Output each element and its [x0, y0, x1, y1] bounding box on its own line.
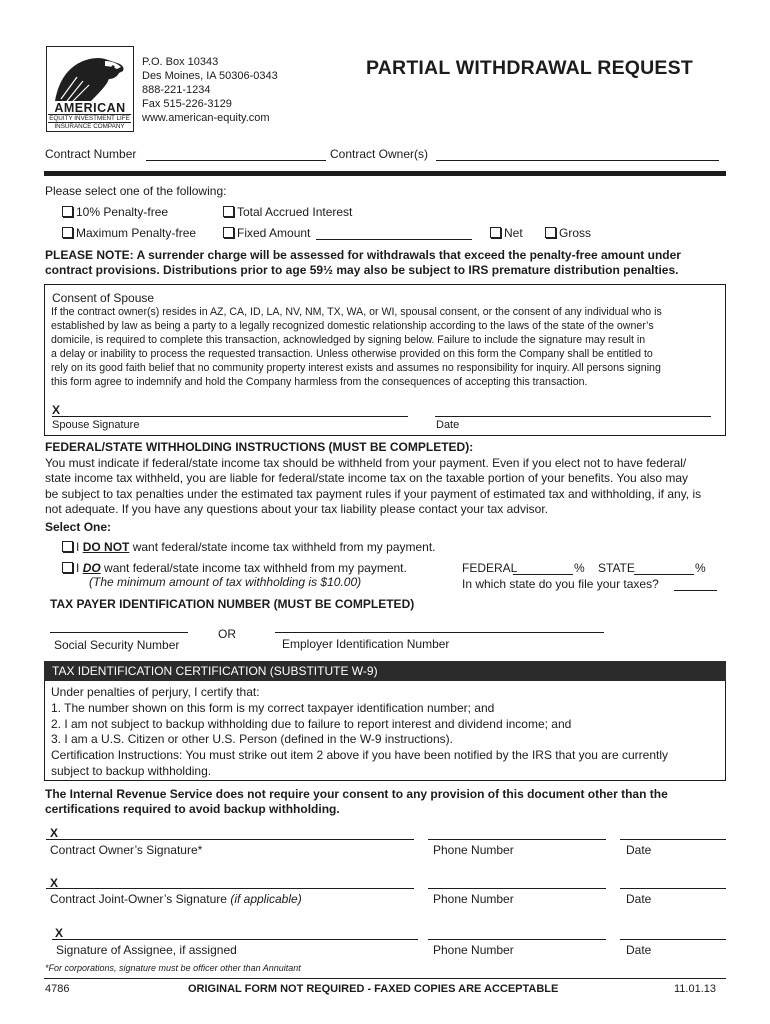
- option-total-accrued[interactable]: Total Accrued Interest: [223, 205, 352, 219]
- ssn-label: Social Security Number: [54, 638, 180, 652]
- cert-text-4: 3. I am a U.S. Citizen or other U.S. Person (defined in the W-9 instructions).: [51, 732, 453, 746]
- form-title: PARTIAL WITHDRAWAL REQUEST: [366, 57, 693, 79]
- contract-number-field[interactable]: [146, 160, 326, 161]
- fax-accepted-note: ORIGINAL FORM NOT REQUIRED - FAXED COPIES ARE ACCEPTABLE: [188, 983, 559, 995]
- which-state-label: In which state do you file your taxes?: [462, 577, 659, 591]
- spouse-text-1: If the contract owner(s) resides in AZ, CA, ID, LA, NV, NM, TX, WA, or WI, spousal consent, or the consent of any individual who is: [51, 306, 662, 318]
- joint-date-field[interactable]: [620, 888, 726, 889]
- spouse-date-field[interactable]: [435, 416, 711, 417]
- joint-phone-field[interactable]: [428, 888, 606, 889]
- ein-label: Employer Identification Number: [282, 637, 450, 651]
- ssn-field[interactable]: [50, 632, 188, 633]
- federal-pct-field[interactable]: [513, 574, 573, 575]
- logo-subtitle-1: EQUITY INVESTMENT LIFE: [49, 115, 130, 122]
- or-label: OR: [218, 627, 236, 641]
- assignee-phone-label: Phone Number: [433, 943, 514, 957]
- withholding-text-1: You must indicate if federal/state income tax should be withheld from your payment. Even if you elect not to have federal/: [45, 456, 687, 470]
- option-do-withhold[interactable]: I DO want federal/state income tax withheld from my payment.: [62, 561, 407, 575]
- form-version: 11.01.13: [674, 983, 717, 995]
- contract-number-label: Contract Number: [45, 147, 137, 161]
- section-divider: [44, 171, 726, 176]
- spouse-text-4: a delay or inability to process the requested transaction. Unless otherwise provided on this form the Company shall be entitled to: [51, 348, 653, 360]
- option-fixed-amount[interactable]: Fixed Amount: [223, 226, 310, 240]
- phone-line: 888-221-1234: [142, 84, 211, 96]
- federal-pct-sign: %: [574, 561, 585, 575]
- spouse-x-mark: X: [52, 403, 61, 417]
- which-state-field[interactable]: [674, 590, 717, 591]
- irs-note-2: certifications required to avoid backup withholding.: [45, 802, 340, 816]
- spouse-signature-field[interactable]: [52, 416, 408, 417]
- spouse-heading: Consent of Spouse: [52, 291, 155, 305]
- irs-note-1: The Internal Revenue Service does not require your consent to any provision of this document other than the: [45, 787, 668, 801]
- owner-phone-label: Phone Number: [433, 843, 514, 857]
- cert-text-6: subject to backup withholding.: [51, 764, 212, 778]
- cert-text-2: 1. The number shown on this form is my correct taxpayer identification number; and: [51, 701, 495, 715]
- checkbox[interactable]: [545, 227, 556, 238]
- cert-text-3: 2. I am not subject to backup withholding due to failure to report interest and dividend income; and: [51, 717, 572, 731]
- contract-owner-field[interactable]: [436, 160, 719, 161]
- select-one-label: Select One:: [45, 520, 112, 534]
- assignee-x-mark: X: [55, 926, 64, 940]
- withholding-text-4: not adequate. If you have any questions about your tax liability please contact your tax advisor.: [45, 502, 548, 516]
- checkbox[interactable]: [62, 541, 73, 552]
- assignee-phone-field[interactable]: [428, 939, 606, 940]
- federal-label: FEDERAL: [462, 561, 518, 575]
- spouse-text-6: this form agree to indemnify and hold the Company harmless from the consequences of accepting this transaction.: [51, 376, 588, 388]
- owner-signature-label: Contract Owner’s Signature*: [50, 843, 203, 857]
- assignee-date-field[interactable]: [620, 939, 726, 940]
- withholding-heading: FEDERAL/STATE WITHHOLDING INSTRUCTIONS (MUST BE COMPLETED):: [45, 440, 474, 454]
- withholding-text-3: be subject to tax penalties under the estimated tax payment rules if your payment of estimated tax and withholding, if any, is: [45, 487, 702, 501]
- ein-field[interactable]: [275, 632, 604, 633]
- certification-heading: TAX IDENTIFICATION CERTIFICATION (SUBSTITUTE W-9): [44, 661, 726, 681]
- spouse-date-label: Date: [436, 419, 460, 431]
- joint-signature-field[interactable]: [46, 888, 414, 889]
- logo-text: AMERICAN: [54, 101, 126, 115]
- note-line-2: contract provisions. Distributions prior to age 59½ may also be subject to IRS premature distribution penalties.: [45, 263, 679, 277]
- assignee-signature-field[interactable]: [52, 939, 418, 940]
- joint-date-label: Date: [626, 892, 652, 906]
- withholding-text-2: state income tax withheld, you are liable for federal/state income tax on the taxable portion of your benefits. You also may: [45, 471, 689, 485]
- owner-signature-field[interactable]: [46, 839, 414, 840]
- fax-line: Fax 515-226-3129: [142, 98, 232, 110]
- checkbox[interactable]: [62, 206, 73, 217]
- spouse-text-5: rely on its good faith belief that no community property interest exists and assumes no responsibility for inquiry. All persons signing: [51, 362, 661, 374]
- min-withholding-note: (The minimum amount of tax withholding is $10.00): [89, 575, 362, 589]
- spouse-text-2: established by law as being a party to a legally recognized domestic relationship according to the laws of the state of the owner’s: [51, 320, 654, 332]
- footer-divider: [44, 978, 726, 979]
- owner-phone-field[interactable]: [428, 839, 606, 840]
- state-pct-field[interactable]: [634, 574, 694, 575]
- form-number: 4786: [45, 983, 70, 995]
- checkbox[interactable]: [490, 227, 501, 238]
- joint-phone-label: Phone Number: [433, 892, 514, 906]
- owner-date-label: Date: [626, 843, 652, 857]
- tin-heading: TAX PAYER IDENTIFICATION NUMBER (MUST BE COMPLETED): [50, 597, 415, 611]
- joint-signature-label: Contract Joint-Owner’s Signature (if applicable): [50, 892, 302, 906]
- fixed-amount-field[interactable]: [316, 239, 472, 240]
- address-line-2: Des Moines, IA 50306-0343: [142, 70, 278, 82]
- state-pct-sign: %: [695, 561, 706, 575]
- owner-date-field[interactable]: [620, 839, 726, 840]
- option-gross[interactable]: Gross: [545, 226, 591, 240]
- owner-x-mark: X: [50, 826, 59, 840]
- cert-text-5: Certification Instructions: You must strike out item 2 above if you have been notified by the IRS that you are currently: [51, 748, 668, 762]
- assignee-date-label: Date: [626, 943, 652, 957]
- select-prompt: Please select one of the following:: [45, 184, 227, 198]
- option-penalty-free[interactable]: 10% Penalty-free: [62, 205, 168, 219]
- checkbox[interactable]: [223, 206, 234, 217]
- option-max-penalty-free[interactable]: Maximum Penalty-free: [62, 226, 196, 240]
- checkbox[interactable]: [62, 227, 73, 238]
- corporation-footnote: *For corporations, signature must be officer other than Annuitant: [45, 963, 301, 973]
- contract-owner-label: Contract Owner(s): [330, 147, 429, 161]
- checkbox[interactable]: [62, 562, 73, 573]
- website-line: www.american-equity.com: [142, 112, 270, 124]
- state-label: STATE: [598, 561, 635, 575]
- option-net[interactable]: Net: [490, 226, 523, 240]
- company-logo: [46, 46, 134, 132]
- spouse-text-3: domicile, is required to complete this transaction, acknowledged by signing below. Failure to include the signature may result in: [51, 334, 646, 346]
- assignee-signature-label: Signature of Assignee, if assigned: [56, 943, 237, 957]
- logo-subtitle-2: INSURANCE COMPANY: [48, 122, 131, 130]
- eagle-icon: [47, 49, 132, 105]
- checkbox[interactable]: [223, 227, 234, 238]
- joint-x-mark: X: [50, 876, 59, 890]
- address-line-1: P.O. Box 10343: [142, 56, 219, 68]
- option-do-not-withhold[interactable]: I DO NOT want federal/state income tax withheld from my payment.: [62, 540, 436, 554]
- spouse-signature-label: Spouse Signature: [52, 419, 140, 431]
- note-line-1: PLEASE NOTE: A surrender charge will be assessed for withdrawals that exceed the penalty-free amount under: [45, 248, 681, 262]
- cert-text-1: Under penalties of perjury, I certify that:: [51, 685, 260, 699]
